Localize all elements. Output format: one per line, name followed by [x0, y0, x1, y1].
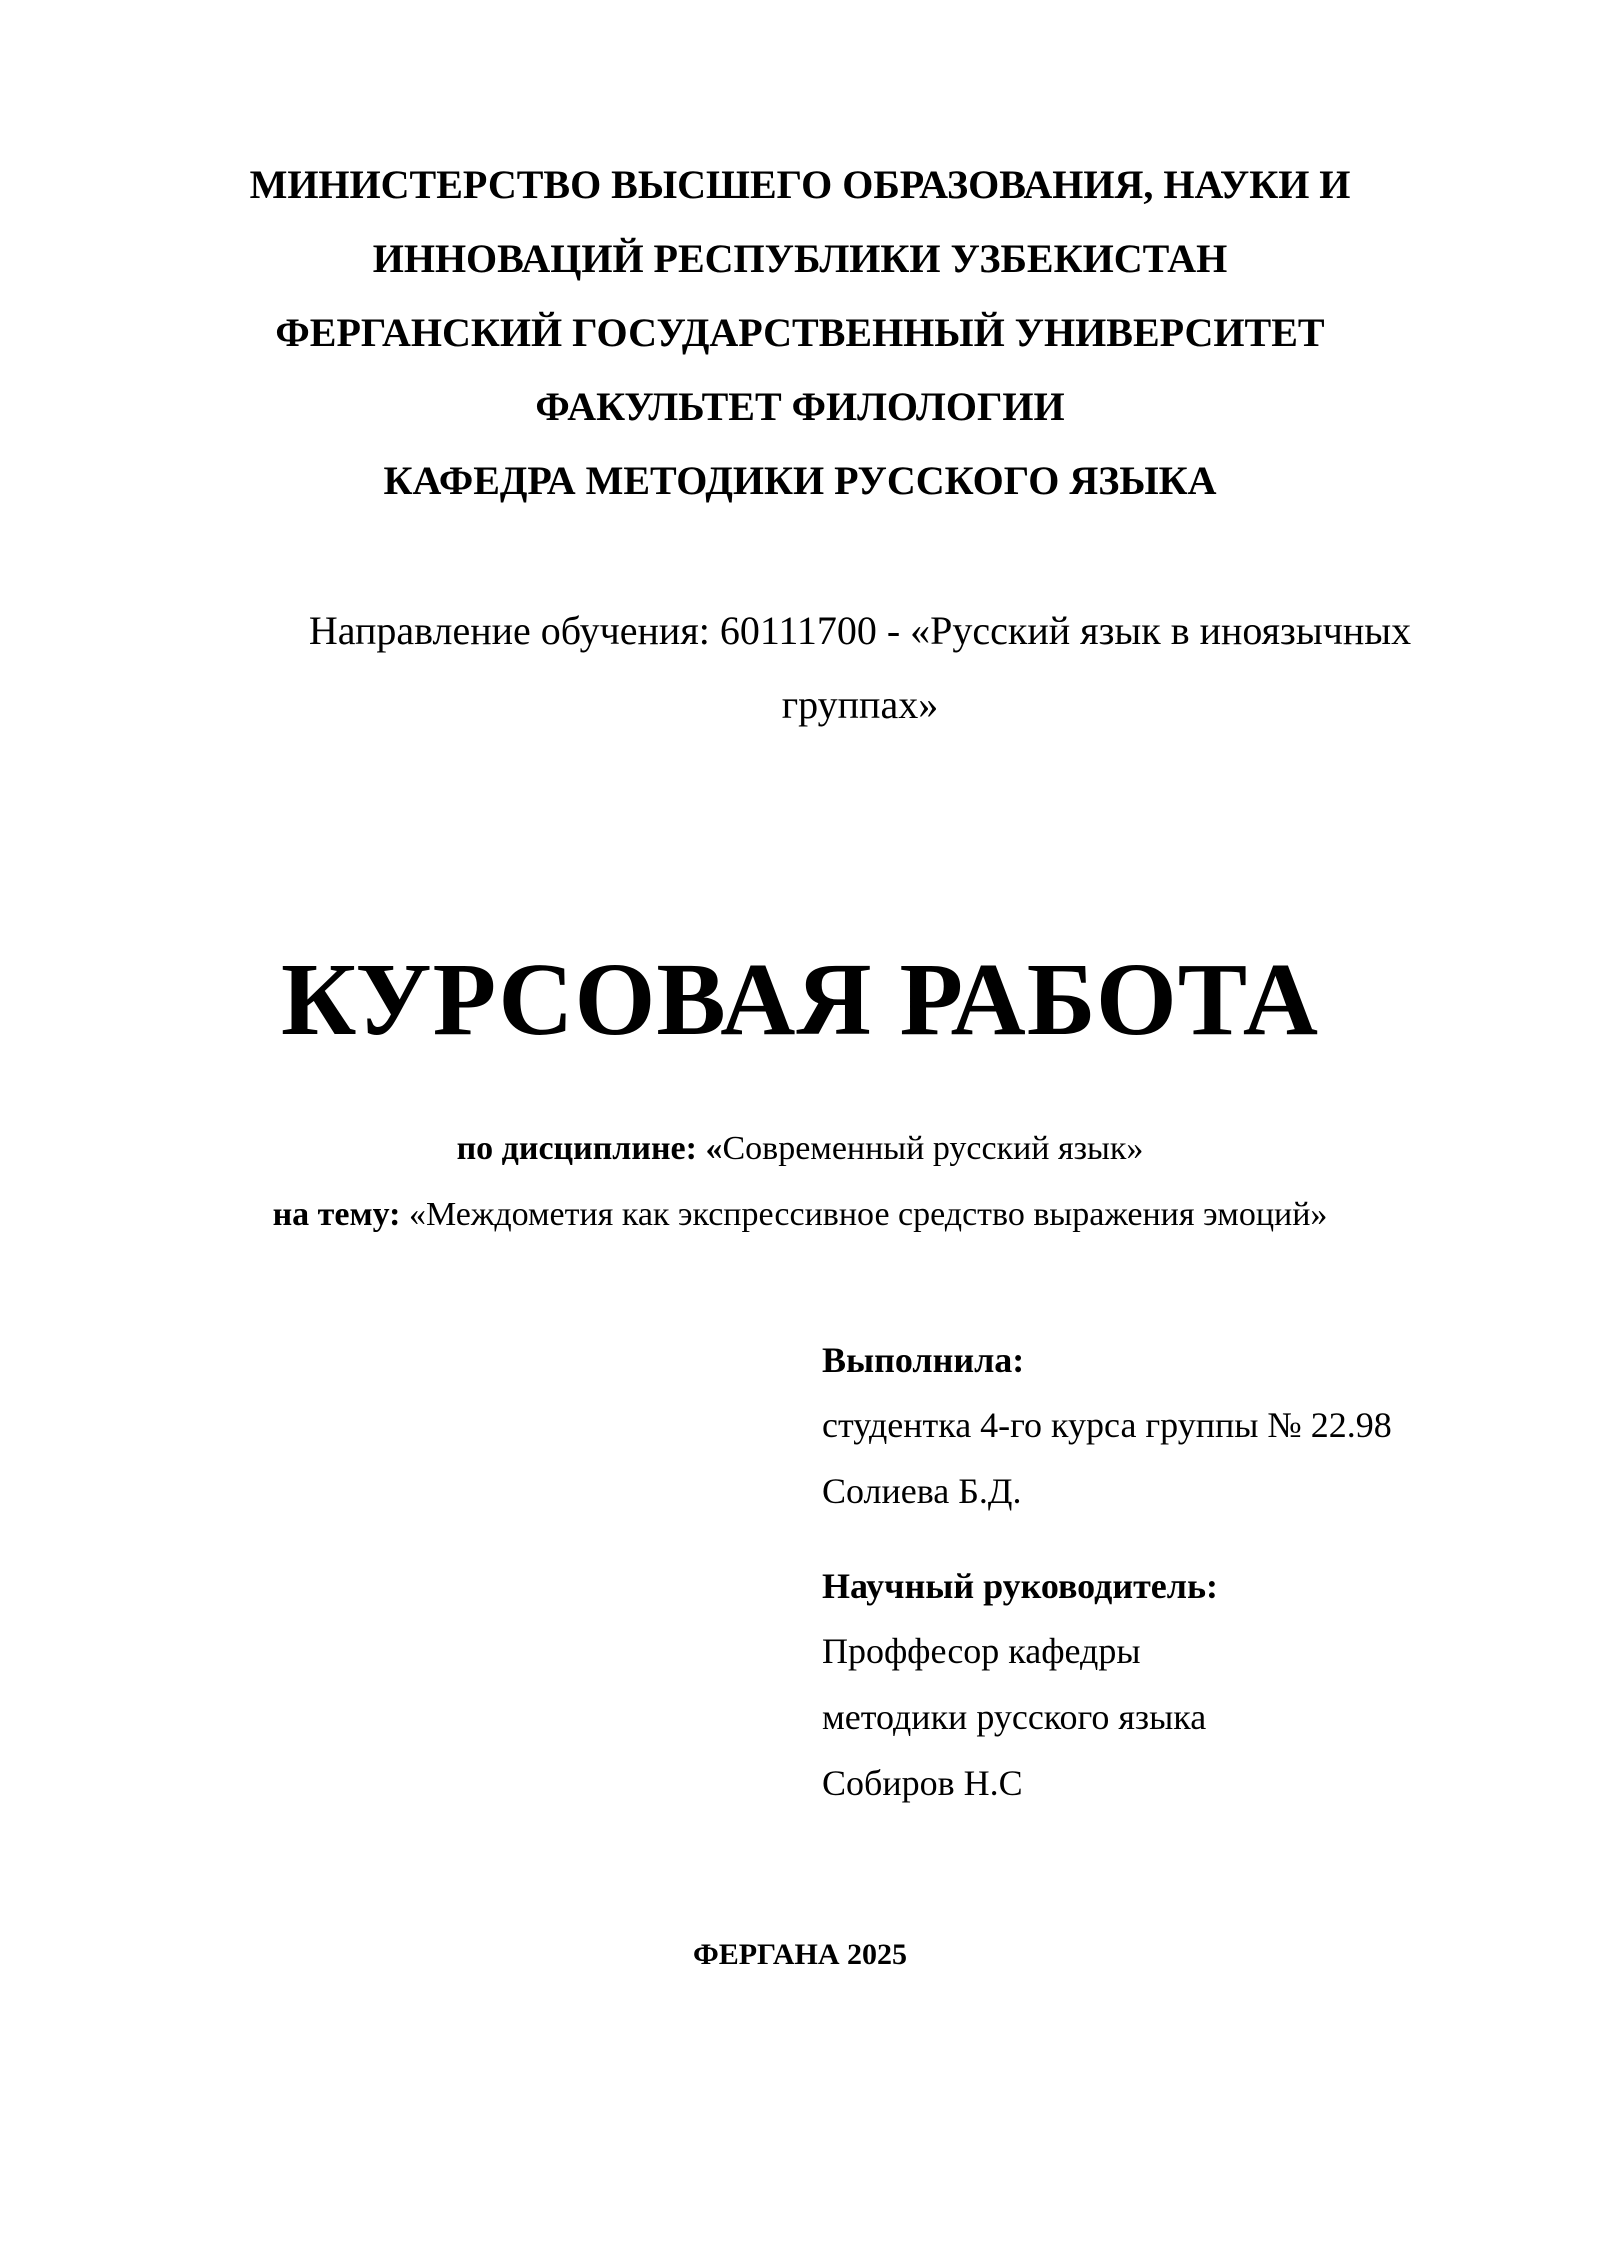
topic-line — [0, 1182, 1600, 1248]
subject-block — [0, 1116, 1600, 1248]
document-title: КУРСОВАЯ РАБОТА — [280, 942, 1320, 1057]
discipline-label: по дисциплине: « — [456, 1130, 723, 1167]
topic-value: «Междометия как экспрессивное средство выражения эмоций» — [400, 1196, 1328, 1233]
ministry-line-2: ИННОВАЦИЙ РЕСПУБЛИКИ УЗБЕКИСТАН — [372, 236, 1228, 281]
discipline-value: Современный русский язык» — [722, 1130, 1144, 1167]
institution-header — [0, 148, 1600, 518]
topic-label: на тему: — [272, 1196, 401, 1233]
author-name: Солиева Б.Д. — [822, 1471, 1022, 1511]
supervisor-heading: Научный руководитель: — [822, 1566, 1218, 1606]
supervisor-department: методики русского языка — [822, 1697, 1207, 1737]
study-direction: Направление обучения: 60111700 - «Русский язык в иноязычных группах» — [308, 608, 1412, 727]
discipline-line — [0, 1116, 1600, 1182]
spacer — [822, 1524, 1542, 1554]
ministry-line-1: МИНИСТЕРСТВО ВЫСШЕГО ОБРАЗОВАНИЯ, НАУКИ И — [249, 162, 1351, 207]
faculty-name: ФАКУЛЬТЕТ ФИЛОЛОГИИ — [535, 384, 1065, 429]
author-heading: Выполнила: — [822, 1340, 1025, 1380]
university-name: ФЕРГАНСКИЙ ГОСУДАРСТВЕННЫЙ УНИВЕРСИТЕТ — [275, 310, 1325, 355]
department-name: КАФЕДРА МЕТОДИКИ РУССКОГО ЯЗЫКА — [383, 458, 1217, 503]
supervisor-name: Собиров Н.С — [822, 1763, 1023, 1803]
supervisor-position: Проффесор кафедры — [822, 1631, 1141, 1671]
author-supervisor-block — [822, 1328, 1542, 1816]
city-year: ФЕРГАНА 2025 — [692, 1938, 908, 1971]
author-course-group: студентка 4-го курса группы № 22.98 — [822, 1405, 1392, 1445]
